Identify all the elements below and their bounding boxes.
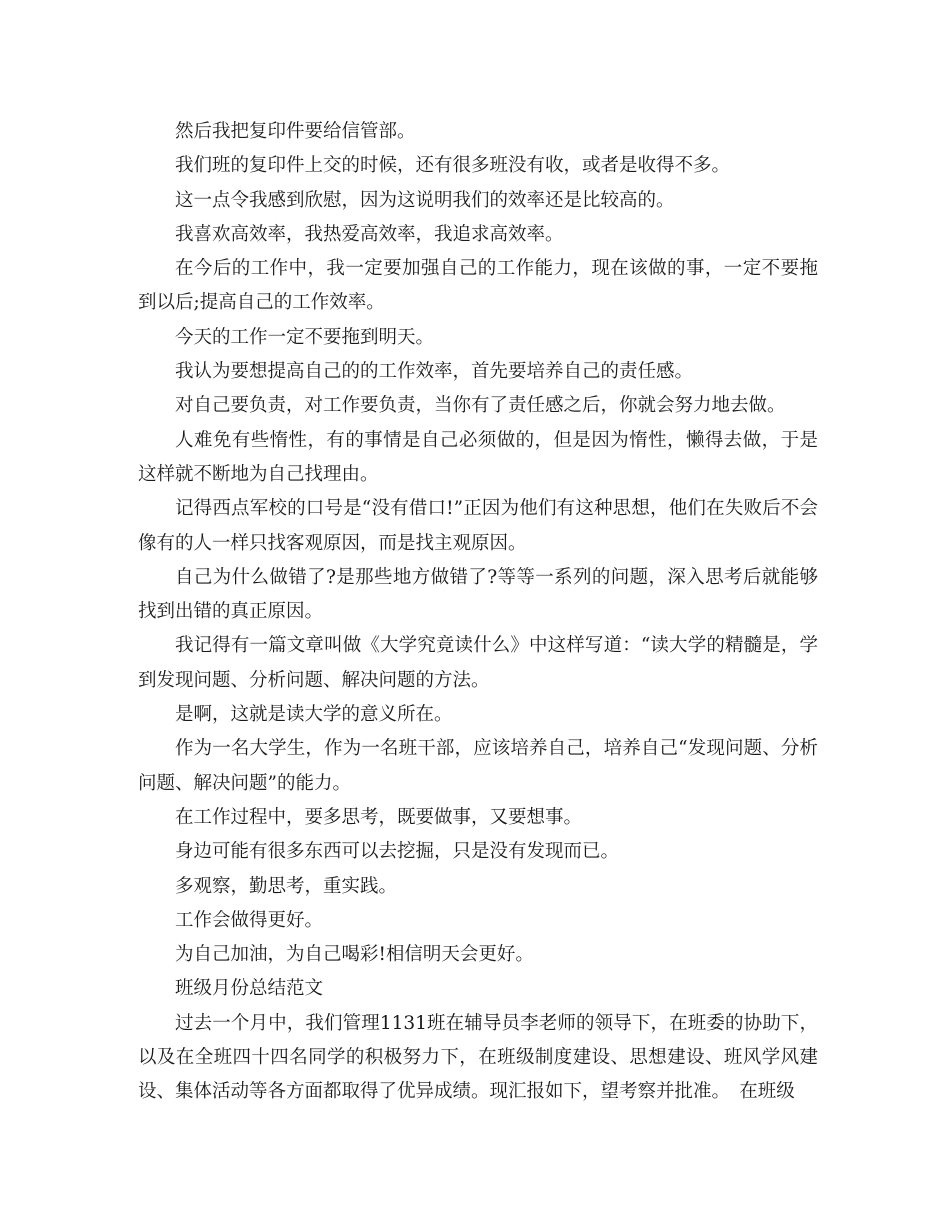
paragraph: 为自己加油，为自己喝彩!相信明天会更好。 — [175, 944, 534, 966]
paragraph: 我认为要想提高自己的的工作效率，首先要培养自己的责任感。 — [175, 361, 694, 383]
paragraph: 然后我把复印件要给信管部。 — [175, 121, 416, 142]
paragraph: 我记得有一篇文章叫做《大学究竟读什么》中这样写道：“读大学的精髓是，学到发现问题、分析问题、解决问题的方法。 — [138, 635, 818, 691]
paragraph: 身边可能有很多东西可以去挖掘，只是没有发现而已。 — [175, 841, 620, 863]
paragraph: 是啊，这就是读大学的意义所在。 — [175, 704, 453, 726]
paragraph: 多观察，勤思考，重实践。 — [175, 875, 398, 897]
paragraph: 人难免有些惰性，有的事情是自己必须做的，但是因为惰性，懒得去做，于是这样就不断地为自己找理由。 — [138, 429, 818, 485]
paragraph: 对自己要负责，对工作要负责，当你有了责任感之后，你就会努力地去做。 — [175, 395, 786, 417]
paragraph: 在工作过程中，要多思考，既要做事，又要想事。 — [175, 806, 583, 828]
paragraph: 我们班的复印件上交的时候，还有很多班没有收，或者是收得不多。 — [175, 155, 731, 177]
paragraph: 我喜欢高效率，我热爱高效率，我追求高效率。 — [175, 223, 564, 245]
paragraph: 工作会做得更好。 — [175, 909, 324, 931]
paragraph: 自己为什么做错了?是那些地方做错了?等等一系列的问题，深入思考后就能够找到出错的真正原因。 — [138, 566, 818, 623]
paragraph: 作为一名大学生，作为一名班干部，应该培养自己，培养自己“发现问题、分析问题、解决问题”的能力。 — [138, 738, 818, 794]
paragraph: 过去一个月中，我们管理1131班在辅导员李老师的领导下，在班委的协助下，以及在全班四十四名同学的积极努力下，在班级制度建设、思想建设、班风学风建设、集体活动等各方面都取得了优异成绩。现汇报如下，望考察并批准。 在班级 — [138, 1012, 818, 1103]
paragraph: 在今后的工作中，我一定要加强自己的工作能力，现在该做的事，一定不要拖到以后;提高自己的工作效率。 — [138, 258, 818, 314]
section-heading: 班级月份总结范文 — [175, 978, 324, 1000]
paragraph: 这一点令我感到欣慰，因为这说明我们的效率还是比较高的。 — [175, 189, 675, 211]
paragraph: 记得西点军校的口号是“没有借口!”正因为他们有这种思想，他们在失败后不会像有的人一样只找客观原因，而是找主观原因。 — [138, 498, 818, 554]
document-body — [138, 115, 818, 1110]
paragraph: 今天的工作一定不要拖到明天。 — [175, 326, 435, 348]
